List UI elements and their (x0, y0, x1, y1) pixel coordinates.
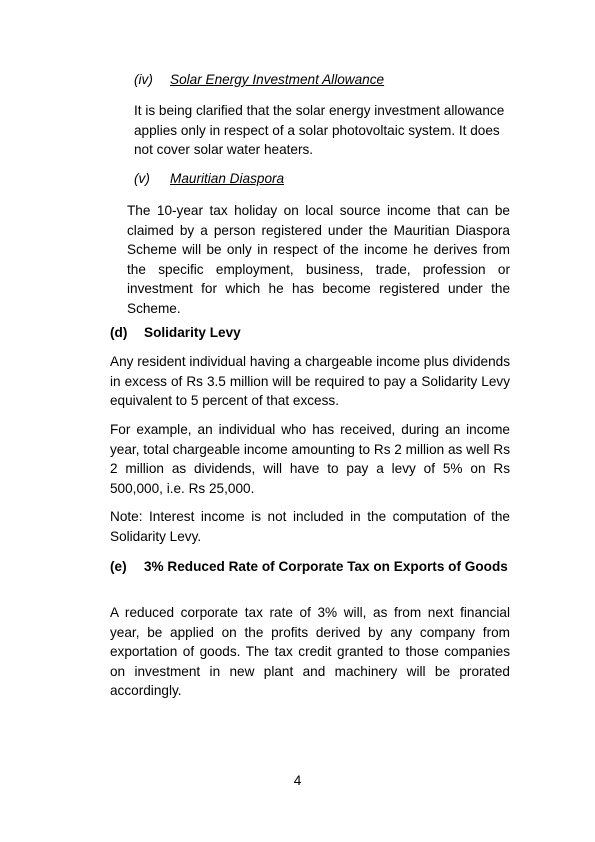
page-number: 4 (293, 773, 302, 788)
corporate-number: (e) (110, 559, 127, 574)
diaspora-number: (v) (134, 171, 150, 186)
levy-number: (d) (110, 325, 128, 340)
levy-paragraph-2: For example, an individual who has received, during an income year, total chargeable income amounting to Rs 2 million as well Rs 2 million as dividends, will have to pay a levy of 5% on Rs 500,000, i.e. Rs 25,000. (110, 422, 510, 496)
corporate-heading (110, 557, 510, 597)
corporate-title: 3% Reduced Rate of Corporate Tax on Exports of Goods (144, 559, 508, 574)
levy-paragraph-1: Any resident individual having a chargeable income plus dividends in excess of Rs 3.5 million will be required to pay a Solidarity Levy equivalent to 5 percent of that excess. (110, 354, 510, 408)
levy-title: Solidarity Levy (144, 325, 241, 340)
solar-title: Solar Energy Investment Allowance (170, 72, 385, 87)
solar-heading (134, 72, 384, 87)
diaspora-heading (134, 171, 284, 186)
solar-number: (iv) (134, 72, 153, 87)
solar-paragraph: It is being clarified that the solar energy investment allowance applies only in respect of a solar photovoltaic system. It does not cover solar water heaters. (134, 103, 505, 157)
levy-note: Note: Interest income is not included in the computation of the Solidarity Levy. (110, 509, 510, 544)
corporate-paragraph: A reduced corporate tax rate of 3% will, as from next financial year, be applied on the profits derived by any company from exportation of goods. The tax credit granted to those companies on investment in new plant and machinery will be prorated accordingly. (110, 605, 510, 698)
levy-heading (110, 323, 510, 343)
diaspora-title: Mauritian Diaspora (170, 171, 285, 186)
diaspora-paragraph: The 10-year tax holiday on local source income that can be claimed by a person registered under the Mauritian Diaspora Scheme will be only in respect of the income he derives from the specific employment, business, trade, profession or investment for which he has become registered under the Scheme. (127, 203, 510, 316)
